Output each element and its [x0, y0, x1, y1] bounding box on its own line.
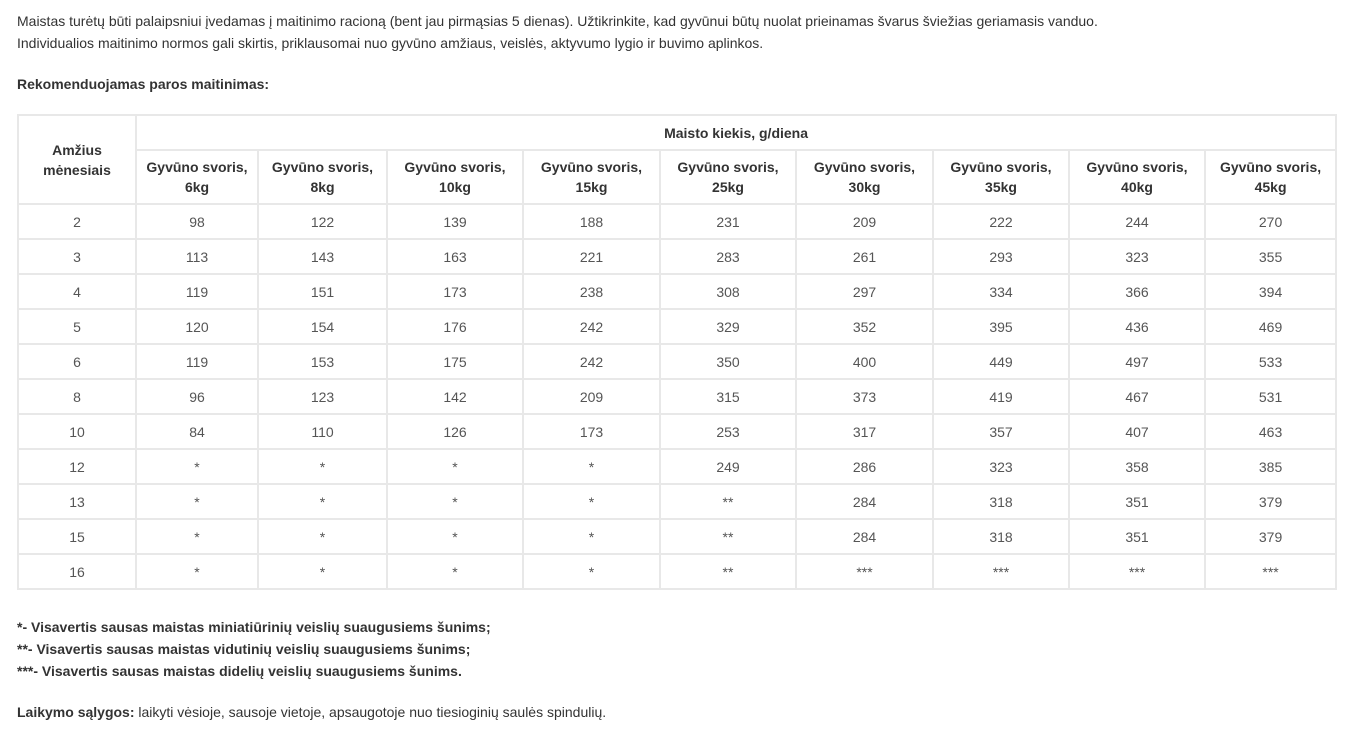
amount-cell: 385 — [1205, 449, 1336, 484]
amount-cell: 308 — [660, 274, 796, 309]
amount-cell: 270 — [1205, 204, 1336, 239]
weight-header: Gyvūno svoris, 30kg — [796, 150, 933, 204]
amount-cell: 120 — [136, 309, 258, 344]
table-row — [18, 449, 1336, 484]
amount-cell: *** — [1069, 554, 1205, 589]
weight-header: Gyvūno svoris, 8kg — [258, 150, 387, 204]
amount-cell: 154 — [258, 309, 387, 344]
age-header: Amžius mėnesiais — [18, 115, 136, 204]
age-cell: 10 — [18, 414, 136, 449]
weight-header: Gyvūno svoris, 40kg — [1069, 150, 1205, 204]
amount-cell: ** — [660, 484, 796, 519]
table-row — [18, 309, 1336, 344]
amount-cell: 373 — [796, 379, 933, 414]
amount-cell: 238 — [523, 274, 660, 309]
footnotes — [17, 616, 1335, 682]
amount-cell: 242 — [523, 309, 660, 344]
amount-cell: 318 — [933, 484, 1069, 519]
header-row-weights — [18, 150, 1336, 204]
storage-text: laikyti vėsioje, sausoje vietoje, apsaugotoje nuo tiesioginių saulės spindulių. — [134, 704, 607, 720]
amount-cell: 533 — [1205, 344, 1336, 379]
intro-paragraph-2: Individualios maitinimo normos gali skirtis, priklausomai nuo gyvūno amžiaus, veislės, aktyvumo lygio ir buvimo aplinkos. — [17, 35, 764, 51]
amount-cell: 151 — [258, 274, 387, 309]
amount-cell: 113 — [136, 239, 258, 274]
weight-header: Gyvūno svoris, 15kg — [523, 150, 660, 204]
amount-cell: 531 — [1205, 379, 1336, 414]
age-cell: 5 — [18, 309, 136, 344]
amount-cell: * — [387, 449, 523, 484]
amount-cell: *** — [1205, 554, 1336, 589]
amount-cell: 436 — [1069, 309, 1205, 344]
feeding-table-header — [18, 115, 1336, 204]
table-row — [18, 519, 1336, 554]
amount-cell: 366 — [1069, 274, 1205, 309]
amount-cell: * — [387, 519, 523, 554]
amount-cell: 126 — [387, 414, 523, 449]
amount-cell: 419 — [933, 379, 1069, 414]
age-cell: 16 — [18, 554, 136, 589]
table-row — [18, 204, 1336, 239]
amount-cell: * — [258, 449, 387, 484]
amount-cell: * — [523, 484, 660, 519]
amount-cell: * — [258, 484, 387, 519]
amount-cell: 379 — [1205, 484, 1336, 519]
age-cell: 8 — [18, 379, 136, 414]
weight-header: Gyvūno svoris, 6kg — [136, 150, 258, 204]
weight-header: Gyvūno svoris, 35kg — [933, 150, 1069, 204]
amount-cell: 163 — [387, 239, 523, 274]
amount-cell: * — [258, 519, 387, 554]
amount-cell: 379 — [1205, 519, 1336, 554]
table-row — [18, 274, 1336, 309]
storage-label: Laikymo sąlygos: — [17, 704, 135, 720]
amount-cell: 497 — [1069, 344, 1205, 379]
amount-cell: 119 — [136, 274, 258, 309]
age-cell: 13 — [18, 484, 136, 519]
amount-cell: 467 — [1069, 379, 1205, 414]
amount-cell: 395 — [933, 309, 1069, 344]
feeding-table — [17, 114, 1337, 590]
intro-paragraph-1: Maistas turėtų būti palaipsniui įvedamas į maitinimo racioną (bent jau pirmąsias 5 dienas). Užtikrinkite, kad gyvūnui būtų nuolat prieinamas švarus šviežias geriamasis vanduo. — [17, 13, 1098, 29]
amount-cell: *** — [796, 554, 933, 589]
amount-cell: 96 — [136, 379, 258, 414]
amount-cell: 143 — [258, 239, 387, 274]
age-cell: 2 — [18, 204, 136, 239]
amount-cell: 175 — [387, 344, 523, 379]
weight-header: Gyvūno svoris, 25kg — [660, 150, 796, 204]
amount-cell: 231 — [660, 204, 796, 239]
amount-cell: 463 — [1205, 414, 1336, 449]
amount-cell: 400 — [796, 344, 933, 379]
storage-conditions — [17, 701, 1335, 723]
header-row-top — [18, 115, 1336, 150]
amount-cell: * — [136, 449, 258, 484]
amount-cell: * — [523, 519, 660, 554]
amount-cell: 98 — [136, 204, 258, 239]
product-description — [17, 10, 1335, 723]
footnote-mini: *- Visavertis sausas maistas miniatiūrinių veislių suaugusiems šunims; — [17, 619, 491, 635]
amount-cell: 261 — [796, 239, 933, 274]
table-row — [18, 239, 1336, 274]
amount-header: Maisto kiekis, g/diena — [136, 115, 1336, 150]
amount-cell: 209 — [523, 379, 660, 414]
recommended-feeding-title: Rekomenduojamas paros maitinimas: — [17, 76, 270, 92]
amount-cell: * — [136, 484, 258, 519]
amount-cell: 123 — [258, 379, 387, 414]
amount-cell: 139 — [387, 204, 523, 239]
amount-cell: 350 — [660, 344, 796, 379]
weight-header: Gyvūno svoris, 10kg — [387, 150, 523, 204]
amount-cell: 209 — [796, 204, 933, 239]
amount-cell: 329 — [660, 309, 796, 344]
amount-cell: 323 — [933, 449, 1069, 484]
amount-cell: * — [258, 554, 387, 589]
amount-cell: 351 — [1069, 484, 1205, 519]
amount-cell: 84 — [136, 414, 258, 449]
amount-cell: 110 — [258, 414, 387, 449]
age-cell: 3 — [18, 239, 136, 274]
amount-cell: 352 — [796, 309, 933, 344]
amount-cell: 253 — [660, 414, 796, 449]
amount-cell: ** — [660, 554, 796, 589]
amount-cell: 249 — [660, 449, 796, 484]
amount-cell: 284 — [796, 484, 933, 519]
amount-cell: 221 — [523, 239, 660, 274]
amount-cell: 286 — [796, 449, 933, 484]
amount-cell: * — [136, 554, 258, 589]
amount-cell: 358 — [1069, 449, 1205, 484]
footnote-medium: **- Visavertis sausas maistas vidutinių veislių suaugusiems šunims; — [17, 641, 471, 657]
table-row — [18, 379, 1336, 414]
footnote-large: ***- Visavertis sausas maistas didelių veislių suaugusiems šunims. — [17, 663, 462, 679]
amount-cell: 317 — [796, 414, 933, 449]
amount-cell: 357 — [933, 414, 1069, 449]
table-row — [18, 554, 1336, 589]
amount-cell: 323 — [1069, 239, 1205, 274]
age-cell: 6 — [18, 344, 136, 379]
amount-cell: 188 — [523, 204, 660, 239]
amount-cell: 334 — [933, 274, 1069, 309]
amount-cell: 355 — [1205, 239, 1336, 274]
intro-text — [17, 10, 1335, 54]
amount-cell: 297 — [796, 274, 933, 309]
age-cell: 4 — [18, 274, 136, 309]
feeding-table-body — [18, 204, 1336, 589]
amount-cell: 153 — [258, 344, 387, 379]
amount-cell: *** — [933, 554, 1069, 589]
amount-cell: 284 — [796, 519, 933, 554]
amount-cell: 242 — [523, 344, 660, 379]
amount-cell: 142 — [387, 379, 523, 414]
amount-cell: 449 — [933, 344, 1069, 379]
amount-cell: 469 — [1205, 309, 1336, 344]
amount-cell: * — [387, 554, 523, 589]
amount-cell: * — [136, 519, 258, 554]
amount-cell: 222 — [933, 204, 1069, 239]
amount-cell: 407 — [1069, 414, 1205, 449]
weight-header: Gyvūno svoris, 45kg — [1205, 150, 1336, 204]
table-row — [18, 484, 1336, 519]
amount-cell: 244 — [1069, 204, 1205, 239]
age-cell: 12 — [18, 449, 136, 484]
amount-cell: * — [387, 484, 523, 519]
amount-cell: * — [523, 449, 660, 484]
amount-cell: 122 — [258, 204, 387, 239]
amount-cell: ** — [660, 519, 796, 554]
amount-cell: 394 — [1205, 274, 1336, 309]
amount-cell: 173 — [523, 414, 660, 449]
amount-cell: 318 — [933, 519, 1069, 554]
amount-cell: 293 — [933, 239, 1069, 274]
table-row — [18, 414, 1336, 449]
age-cell: 15 — [18, 519, 136, 554]
amount-cell: * — [523, 554, 660, 589]
amount-cell: 283 — [660, 239, 796, 274]
amount-cell: 315 — [660, 379, 796, 414]
amount-cell: 173 — [387, 274, 523, 309]
table-row — [18, 344, 1336, 379]
amount-cell: 351 — [1069, 519, 1205, 554]
amount-cell: 119 — [136, 344, 258, 379]
amount-cell: 176 — [387, 309, 523, 344]
